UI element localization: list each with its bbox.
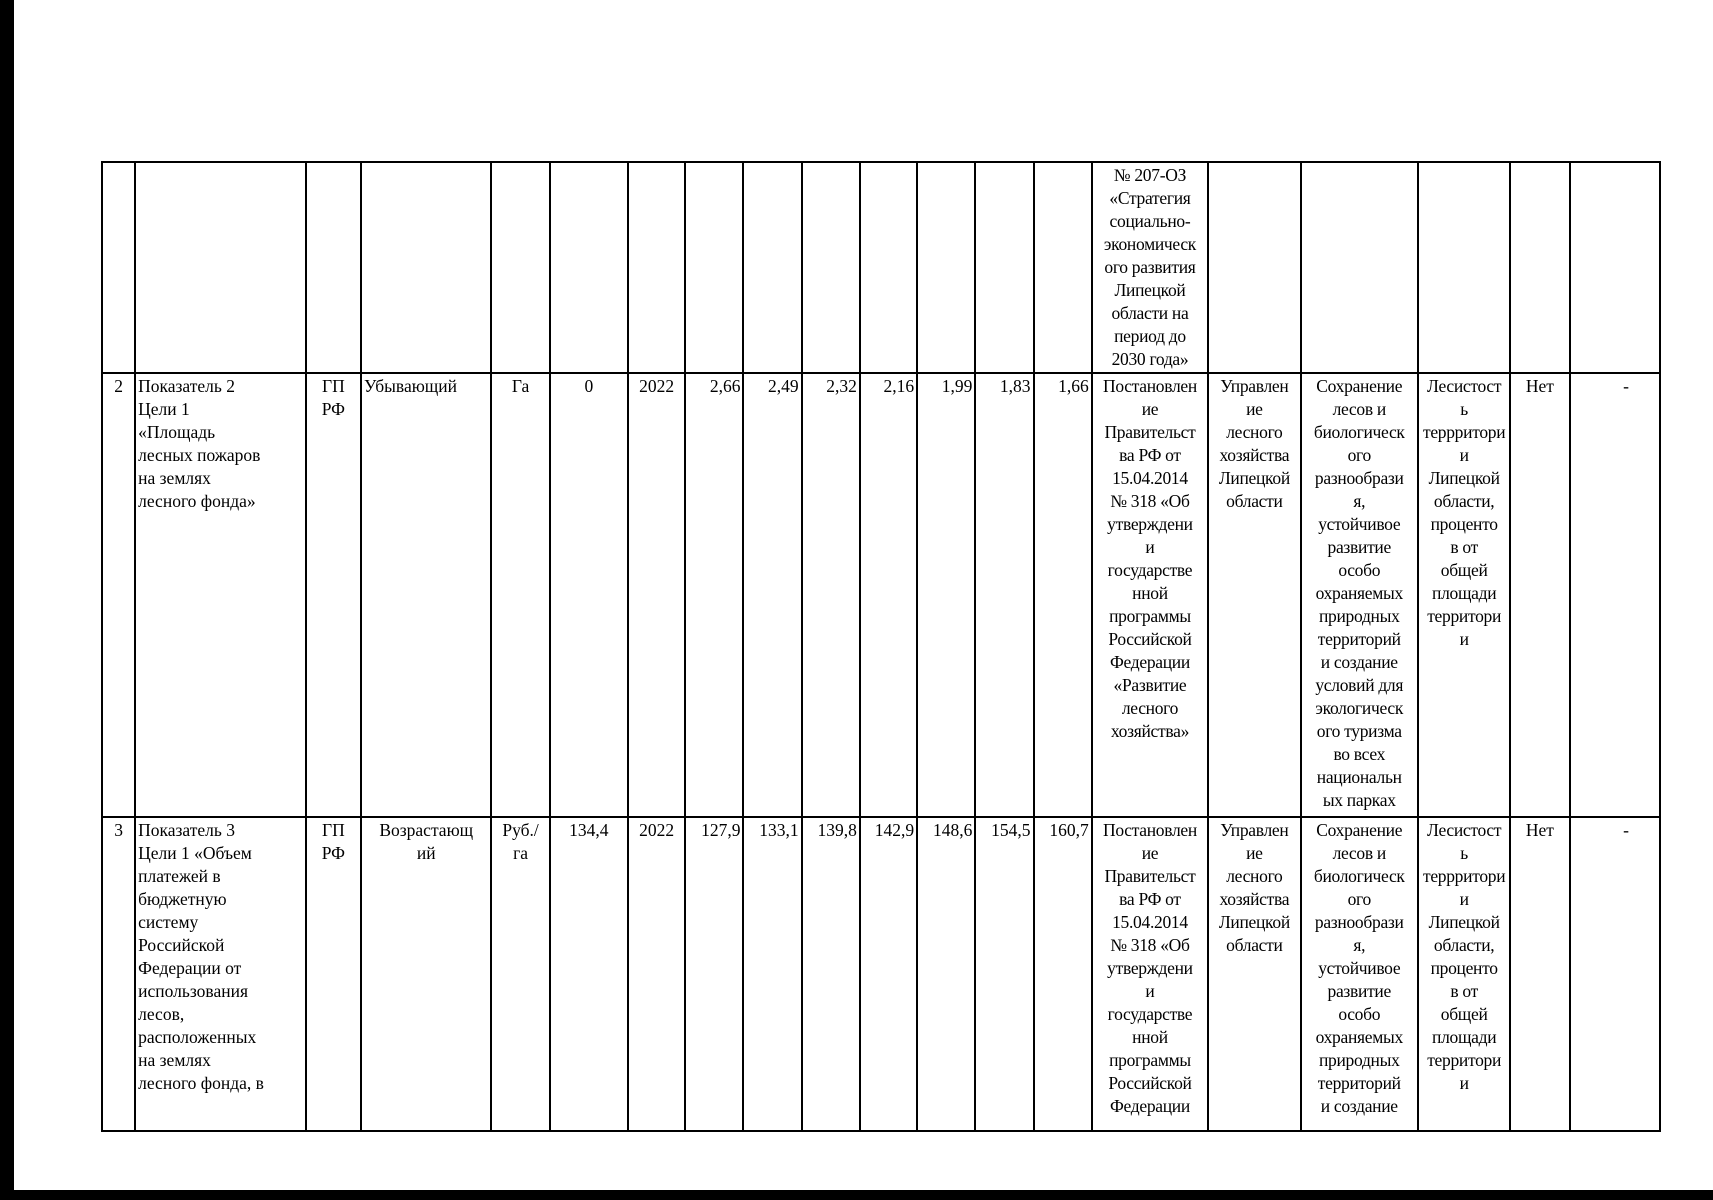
base-value: 0	[550, 373, 628, 817]
row-number	[102, 162, 135, 373]
table-row	[102, 373, 1660, 817]
indicator-unit: Руб./ га	[491, 817, 549, 1131]
information-system: -	[1570, 817, 1660, 1131]
indicator-level: ГП РФ	[306, 817, 361, 1131]
information-system-flag	[1510, 162, 1569, 373]
value-year-3: 2,32	[802, 373, 860, 817]
indicator-unit	[491, 162, 549, 373]
indicator-level	[306, 162, 361, 373]
responsible-body: Управлен ие лесного хозяйства Липецкой области	[1208, 817, 1300, 1131]
linked-indicator	[1418, 162, 1510, 373]
value-year-6: 154,5	[975, 817, 1033, 1131]
scan-edge-left	[0, 0, 14, 1200]
national-goal: Сохранение лесов и биологическ ого разнообрази я, устойчивое развитие особо охраняемых природных территорий и создание	[1301, 817, 1418, 1131]
value-year-1: 2,66	[685, 373, 743, 817]
indicator-trend: Убывающий	[361, 373, 492, 817]
value-year-1	[685, 162, 743, 373]
indicator-level: ГП РФ	[306, 373, 361, 817]
responsible-body	[1208, 162, 1300, 373]
base-year: 2022	[628, 817, 685, 1131]
base-value: 134,4	[550, 817, 628, 1131]
value-year-3: 139,8	[802, 817, 860, 1131]
value-year-2: 2,49	[743, 373, 801, 817]
scan-edge-bottom	[0, 1190, 1713, 1200]
indicator-unit: Га	[491, 373, 549, 817]
indicators-table	[101, 161, 1661, 1132]
information-system-flag: Нет	[1510, 817, 1569, 1131]
value-year-6: 1,83	[975, 373, 1033, 817]
value-year-4	[860, 162, 917, 373]
value-year-5	[917, 162, 975, 373]
value-year-4: 142,9	[860, 817, 917, 1131]
value-year-7: 160,7	[1034, 817, 1092, 1131]
indicator-name	[135, 162, 306, 373]
value-year-7: 1,66	[1034, 373, 1092, 817]
base-year	[628, 162, 685, 373]
information-system	[1570, 162, 1660, 373]
regulatory-document: № 207-ОЗ «Стратегия социально- экономическ ого развития Липецкой области на период до 2030 года»	[1092, 162, 1208, 373]
base-year: 2022	[628, 373, 685, 817]
value-year-5: 148,6	[917, 817, 975, 1131]
table-row	[102, 162, 1660, 373]
national-goal: Сохранение лесов и биологическ ого разнообрази я, устойчивое развитие особо охраняемых природных территорий и создание условий для экологическ ого туризма во всех национальн ых парках	[1301, 373, 1418, 817]
regulatory-document: Постановлен ие Правительст ва РФ от 15.04.2014 № 318 «Об утверждени и государстве нной программы Российской Федерации	[1092, 817, 1208, 1131]
table-row	[102, 817, 1660, 1131]
indicator-name: Показатель 2 Цели 1 «Площадь лесных пожаров на землях лесного фонда»	[135, 373, 306, 817]
regulatory-document: Постановлен ие Правительст ва РФ от 15.04.2014 № 318 «Об утверждени и государстве нной программы Российской Федерации «Развитие лесного хозяйства»	[1092, 373, 1208, 817]
row-number: 3	[102, 817, 135, 1131]
row-number: 2	[102, 373, 135, 817]
national-goal	[1301, 162, 1418, 373]
value-year-7	[1034, 162, 1092, 373]
information-system: -	[1570, 373, 1660, 817]
indicator-name: Показатель 3 Цели 1 «Объем платежей в бюджетную систему Российской Федерации от использования лесов, расположенных на землях лесного фонда, в	[135, 817, 306, 1131]
value-year-1: 127,9	[685, 817, 743, 1131]
value-year-2	[743, 162, 801, 373]
value-year-4: 2,16	[860, 373, 917, 817]
indicator-trend	[361, 162, 492, 373]
linked-indicator: Лесистост ь террритори и Липецкой области, проценто в от общей площади территори и	[1418, 817, 1510, 1131]
value-year-2: 133,1	[743, 817, 801, 1131]
value-year-3	[802, 162, 860, 373]
value-year-5: 1,99	[917, 373, 975, 817]
responsible-body: Управлен ие лесного хозяйства Липецкой области	[1208, 373, 1300, 817]
base-value	[550, 162, 628, 373]
indicator-trend: Возрастающ ий	[361, 817, 492, 1131]
linked-indicator: Лесистост ь террритори и Липецкой области, проценто в от общей площади территори и	[1418, 373, 1510, 817]
value-year-6	[975, 162, 1033, 373]
information-system-flag: Нет	[1510, 373, 1569, 817]
